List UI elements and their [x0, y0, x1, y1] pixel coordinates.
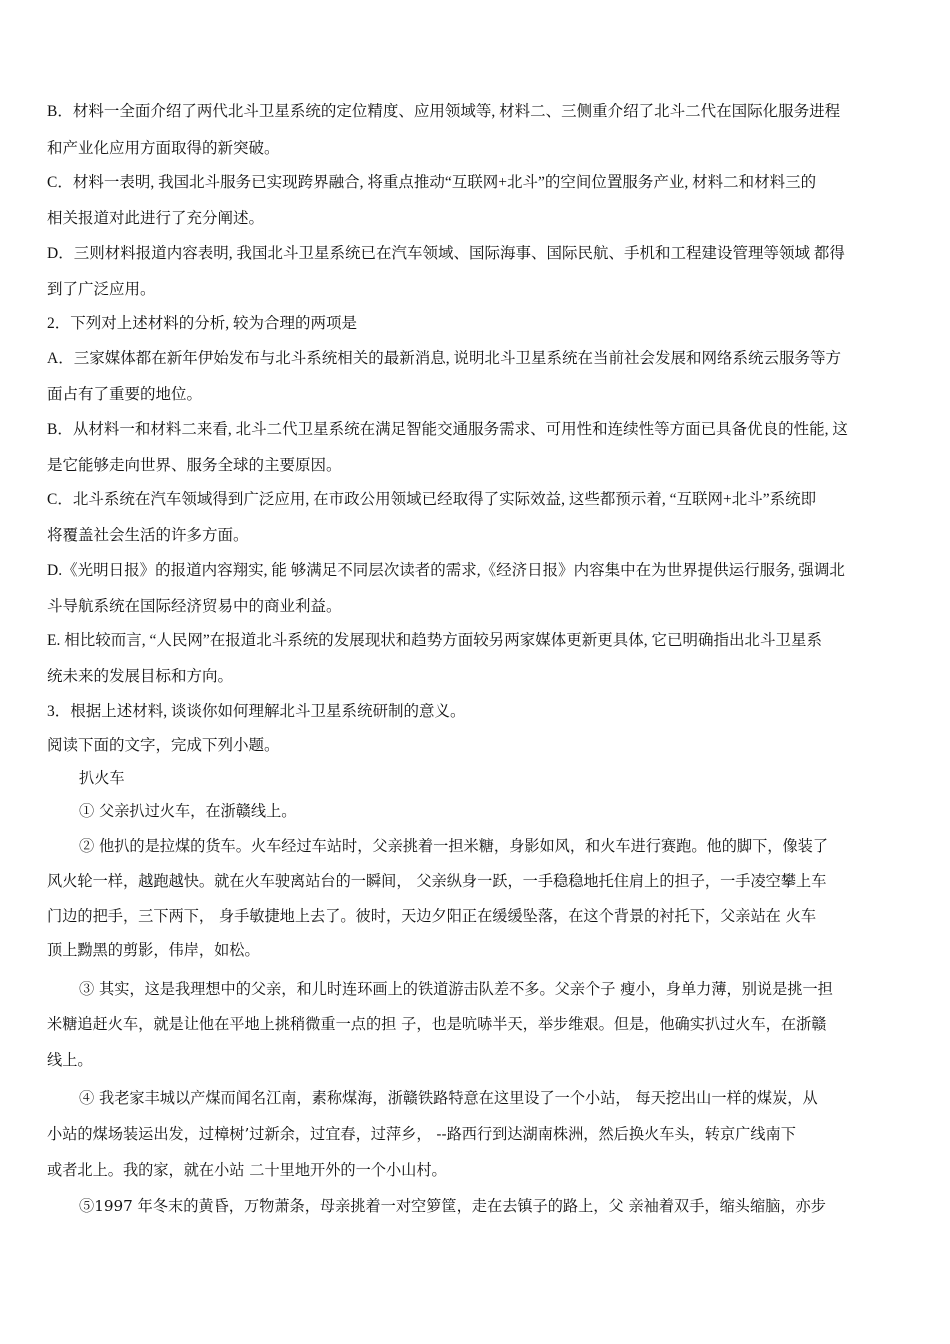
text-line-option-c2: C．北斗系统在汽车领域得到广泛应用, 在市政公用领域已经取得了实际效益, 这些都预示着, “互联网+北斗”系统即: [47, 491, 817, 508]
passage-paragraph-3: ③ 其实，这是我理想中的父亲，和儿时连环画上的铁道游击队差不多。父亲个子 瘦小，身单力薄，别说是挑一担: [79, 980, 833, 998]
text-line-option-a2: A．三家媒体都在新年伊始发布与北斗系统相关的最新消息, 说明北斗卫星系统在当前社会发展和网络系统云服务等方: [47, 350, 841, 367]
passage-paragraph-2: ② 他扒的是拉煤的货车。火车经过车站时，父亲挑着一担米糖，身影如风，和火车进行赛跑。他的脚下，像装了: [79, 837, 829, 855]
passage-paragraph-1: ① 父亲扒过火车，在浙赣线上。: [79, 802, 297, 820]
text-line-option-e2: E. 相比较而言, “人民网”在报道北斗系统的发展现状和趋势方面较另两家媒体更新更具体, 它已明确指出北斗卫星系: [47, 632, 822, 649]
text-line: 小站的煤场装运出发，过樟树’过新余，过宜春，过萍乡， --路西行到达湖南株洲，然后换火车头，转京广线南下: [47, 1125, 796, 1143]
text-line: 相关报道对此进行了充分阐述。: [47, 210, 265, 227]
text-line-option-c1: C．材料一表明, 我国北斗服务已实现跨界融合, 将重点推动“互联网+北斗”的空间位置服务产业, 材料二和材料三的: [47, 174, 817, 191]
text-line: 线上。: [47, 1051, 93, 1069]
text-line-option-b1: B．材料一全面介绍了两代北斗卫星系统的定位精度、应用领域等, 材料二、三侧重介绍了北斗二代在国际化服务进程: [47, 103, 841, 120]
question-2: 2．下列对上述材料的分析, 较为合理的两项是: [47, 315, 358, 332]
text-line: 是它能够走向世界、服务全球的主要原因。: [47, 457, 342, 474]
text-line: 风火轮一样，越跑越快。就在火车驶离站台的一瞬间， 父亲纵身一跃，一手稳稳地托住肩上的担子，一手凌空攀上车: [47, 872, 827, 890]
text-line: 米糖追赶火车，就是让他在平地上挑稍微重一点的担 子，也是吭哧半天，举步维艰。但是，他确实扒过火车，在浙赣: [47, 1015, 827, 1033]
passage-title: 扒火车: [79, 769, 125, 787]
text-line: 门边的把手，三下两下， 身手敏捷地上去了。彼时，天边夕阳正在缓缓坠落，在这个背景的衬托下，父亲站在 火车: [47, 907, 817, 925]
text-line: 或者北上。我的家，就在小站 二十里地开外的一个小山村。: [47, 1161, 447, 1179]
text-line: 顶上黝黑的剪影，伟岸，如松。: [47, 941, 260, 959]
text-line-option-d2: D.《光明日报》的报道内容翔实, 能 够满足不同层次读者的需求,《经济日报》内容集中在为世界提供运行服务, 强调北: [47, 562, 845, 579]
passage-paragraph-5: ⑤1997 年冬末的黄昏，万物萧条，母亲挑着一对空箩筐，走在去镇子的路上，父 亲袖着双手，缩头缩脑，亦步: [79, 1197, 826, 1215]
text-line: 统未来的发展目标和方向。: [47, 668, 234, 685]
text-line-option-d1: D．三则材料报道内容表明, 我国北斗卫星系统已在汽车领域、国际海事、国际民航、手机和工程建设管理等领域 都得: [47, 245, 845, 262]
reading-instruction: 阅读下面的文字，完成下列小题。: [47, 737, 280, 754]
text-line: 将覆盖社会生活的许多方面。: [47, 527, 249, 544]
text-line-option-b2: B．从材料一和材料二来看, 北斗二代卫星系统在满足智能交通服务需求、可用性和连续性等方面已具备优良的性能, 这: [47, 421, 848, 438]
text-line: 斗导航系统在国际经济贸易中的商业利益。: [47, 598, 342, 615]
question-3: 3．根据上述材料, 谈谈你如何理解北斗卫星系统研制的意义。: [47, 703, 466, 720]
passage-paragraph-4: ④ 我老家丰城以产煤而闻名江南，素称煤海，浙赣铁路特意在这里设了一个小站， 每天挖出山一样的煤炭，从: [79, 1089, 818, 1107]
text-line: 面占有了重要的地位。: [47, 386, 203, 403]
text-line: 到了广泛应用。: [47, 281, 156, 298]
text-line: 和产业化应用方面取得的新突破。: [47, 140, 280, 157]
